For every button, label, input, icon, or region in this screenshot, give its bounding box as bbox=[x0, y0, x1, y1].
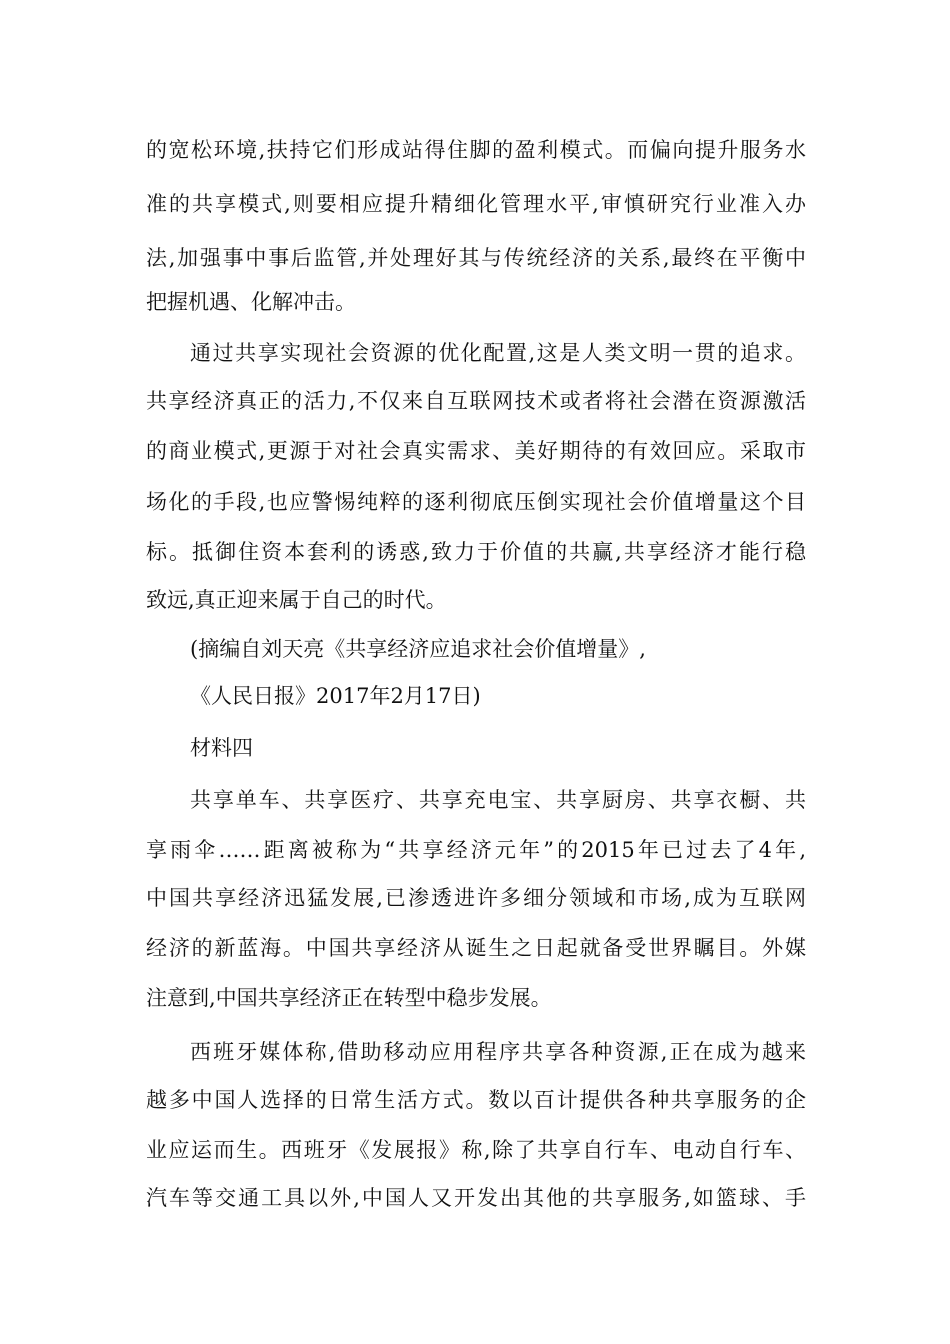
section-heading: 材料四 bbox=[190, 736, 253, 760]
source-citation-date: 《人民日报》2017年2月17日) bbox=[190, 684, 481, 708]
paragraph-line: 经济的新蓝海。中国共享经济从诞生之日起就备受世界瞩目。外媒 bbox=[146, 936, 806, 960]
paragraph-line: 准的共享模式,则要相应提升精细化管理水平,审慎研究行业准入办 bbox=[146, 192, 806, 216]
source-citation: (摘编自刘天亮《共享经济应追求社会价值增量》, bbox=[190, 637, 646, 661]
paragraph-line: 享雨伞……距离被称为“共享经济元年”的2015年已过去了4年, bbox=[146, 838, 806, 862]
paragraph-line: 把握机遇、化解冲击。 bbox=[146, 290, 356, 314]
paragraph-line: 共享经济真正的活力,不仅来自互联网技术或者将社会潜在资源激活 bbox=[146, 389, 806, 413]
paragraph-line: 场化的手段,也应警惕纯粹的逐利彻底压倒实现社会价值增量这个目 bbox=[146, 490, 806, 514]
paragraph-line: 中国共享经济迅猛发展,已渗透进许多细分领域和市场,成为互联网 bbox=[146, 886, 806, 910]
paragraph-line: 通过共享实现社会资源的优化配置,这是人类文明一贯的追求。 bbox=[190, 341, 806, 365]
paragraph-line: 业应运而生。西班牙《发展报》称,除了共享自行车、电动自行车、 bbox=[146, 1138, 806, 1162]
paragraph-line: 注意到,中国共享经济正在转型中稳步发展。 bbox=[146, 986, 552, 1010]
paragraph-line: 的商业模式,更源于对社会真实需求、美好期待的有效回应。采取市 bbox=[146, 439, 806, 463]
paragraph-line: 法,加强事中事后监管,并处理好其与传统经济的关系,最终在平衡中 bbox=[146, 246, 806, 270]
paragraph-line: 标。抵御住资本套利的诱惑,致力于价值的共赢,共享经济才能行稳 bbox=[146, 540, 806, 564]
paragraph-line: 致远,真正迎来属于自己的时代。 bbox=[146, 588, 447, 612]
paragraph-line: 越多中国人选择的日常生活方式。数以百计提供各种共享服务的企 bbox=[146, 1088, 806, 1112]
paragraph-line: 的宽松环境,扶持它们形成站得住脚的盈利模式。而偏向提升服务水 bbox=[146, 138, 806, 162]
paragraph-line: 汽车等交通工具以外,中国人又开发出其他的共享服务,如篮球、手 bbox=[146, 1186, 806, 1210]
paragraph-line: 共享单车、共享医疗、共享充电宝、共享厨房、共享衣橱、共 bbox=[190, 788, 806, 812]
paragraph-line: 西班牙媒体称,借助移动应用程序共享各种资源,正在成为越来 bbox=[190, 1040, 806, 1064]
